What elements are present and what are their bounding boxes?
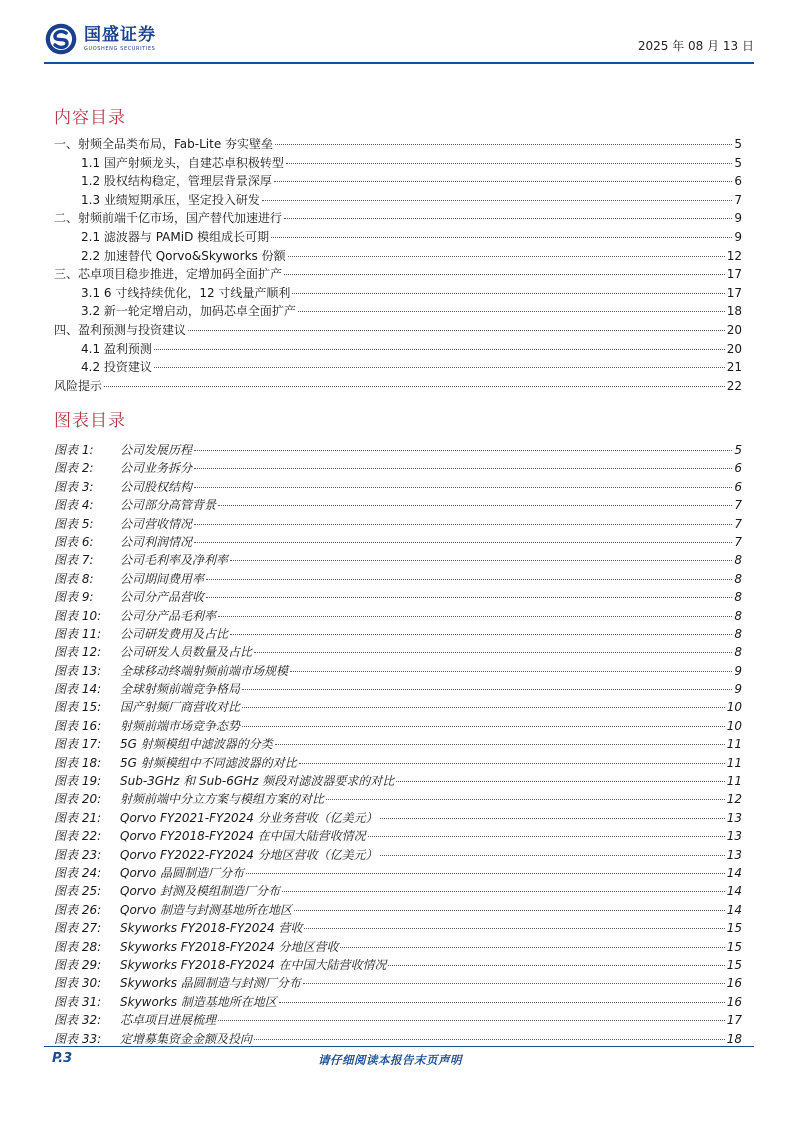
- dot-leader: [104, 386, 725, 387]
- dot-leader: [326, 799, 725, 800]
- figure-entry[interactable]: [54, 570, 742, 588]
- toc-entry[interactable]: [54, 302, 742, 321]
- dot-leader: [262, 200, 732, 201]
- dot-leader: [254, 652, 732, 653]
- toc-entry-page: 6: [734, 174, 742, 189]
- figure-entry-label: 图表 30:: [54, 976, 102, 991]
- dot-leader: [188, 330, 725, 331]
- figure-entry-text: Skyworks FY2018-FY2024 营收: [120, 921, 303, 936]
- toc-entry-page: 20: [726, 341, 742, 356]
- figure-entry-label: 图表 9:: [54, 590, 94, 605]
- figure-entry[interactable]: [54, 1011, 742, 1029]
- toc-entry-text: 3.1 6 寸线持续优化，12 寸线量产顺利: [81, 285, 291, 300]
- figure-entry[interactable]: [54, 533, 742, 551]
- figure-entry-label: 图表 33:: [54, 1031, 102, 1046]
- figure-entry-label: 图表 31:: [54, 994, 102, 1009]
- figure-entry-text: Skyworks FY2018-FY2024 分地区营收: [120, 939, 339, 954]
- figure-entry[interactable]: [54, 882, 742, 900]
- dot-leader: [242, 707, 725, 708]
- dot-leader: [246, 873, 725, 874]
- figure-entry[interactable]: [54, 607, 742, 625]
- figure-entry-text: 公司分产品毛利率: [120, 608, 217, 623]
- toc-entry[interactable]: [54, 154, 742, 173]
- figure-entry-page: 16: [726, 994, 742, 1009]
- figure-entry-text: 5G 射频模组中不同滤波器的对比: [120, 755, 297, 770]
- figure-entry-label: 图表 28:: [54, 939, 102, 954]
- toc-entry[interactable]: [54, 340, 742, 359]
- dot-leader: [275, 744, 725, 745]
- figure-entry-text: 射频前端中分立方案与模组方案的对比: [120, 792, 325, 807]
- toc-entry-page: 20: [726, 322, 742, 337]
- figure-entry-text: Skyworks 制造基地所在地区: [120, 994, 277, 1009]
- brand-name: 国盛证券: [84, 25, 156, 45]
- dot-leader: [284, 274, 725, 275]
- figure-entry-page: 5: [734, 443, 742, 457]
- figure-list: [54, 441, 742, 1048]
- figure-entry[interactable]: [54, 478, 742, 496]
- toc-entry-page: 9: [734, 229, 742, 244]
- toc-entry[interactable]: [54, 265, 742, 284]
- figure-entry-page: 11: [726, 737, 742, 752]
- dot-leader: [284, 218, 732, 219]
- figure-entry-label: 图表 20:: [54, 792, 102, 807]
- figure-entry-label: 图表 2:: [54, 461, 94, 476]
- figure-entry-text: Qorvo 制造与封测基地所在地区: [120, 902, 292, 917]
- table-of-contents: [54, 135, 742, 395]
- toc-entry-text: 四、盈利预测与投资建议: [54, 322, 187, 337]
- figure-entry-label: 图表 25:: [54, 884, 102, 899]
- figure-entry-page: 12: [726, 792, 742, 807]
- toc-entry[interactable]: [54, 377, 742, 396]
- figure-entry-label: 图表 29:: [54, 957, 102, 972]
- toc-entry-page: 5: [734, 137, 742, 151]
- figure-entry-page: 15: [726, 957, 742, 972]
- toc-entry-text: 一、射频全品类布局，Fab-Lite 夯实壁垒: [54, 137, 274, 151]
- figure-entry-label: 图表 21:: [54, 810, 102, 825]
- figure-entry-page: 8: [734, 553, 742, 568]
- page-header: [44, 20, 754, 64]
- figure-list-title: 图表目录: [54, 411, 126, 431]
- figure-entry-page: 9: [734, 682, 742, 697]
- toc-entry-page: 18: [726, 304, 742, 319]
- figure-entry-text: Sub-3GHz 和 Sub-6GHz 频段对滤波器要求的对比: [120, 774, 395, 789]
- figure-entry[interactable]: [54, 974, 742, 992]
- figure-entry[interactable]: [54, 901, 742, 919]
- figure-entry-page: 14: [726, 884, 742, 899]
- figure-entry[interactable]: [54, 993, 742, 1011]
- figure-entry-text: 公司研发费用及占比: [120, 626, 229, 641]
- figure-entry-label: 图表 11:: [54, 626, 102, 641]
- figure-entry-label: 图表 6:: [54, 534, 94, 549]
- figure-entry-label: 图表 16:: [54, 718, 102, 733]
- figure-entry-page: 7: [734, 534, 742, 549]
- toc-entry-page: 21: [726, 360, 742, 375]
- figure-entry[interactable]: [54, 754, 742, 772]
- toc-entry-text: 1.1 国产射频龙头，自建芯卓积极转型: [81, 155, 284, 170]
- toc-entry-text: 风险提示: [54, 378, 103, 393]
- dot-leader: [154, 349, 725, 350]
- figure-entry[interactable]: [54, 441, 742, 459]
- dot-leader: [206, 597, 732, 598]
- figure-entry-page: 14: [726, 902, 742, 917]
- figure-entry-page: 10: [726, 718, 742, 733]
- figure-entry-text: 公司期间费用率: [120, 571, 205, 586]
- figure-entry-page: 11: [726, 755, 742, 770]
- dot-leader: [274, 181, 732, 182]
- figure-entry-page: 15: [726, 921, 742, 936]
- dot-leader: [218, 1020, 725, 1021]
- figure-entry-text: Skyworks 晶圆制造与封测厂分布: [120, 976, 301, 991]
- page-number: P.3: [52, 1051, 73, 1066]
- toc-entry[interactable]: [54, 172, 742, 191]
- toc-entry[interactable]: [54, 135, 742, 154]
- figure-entry-label: 图表 5:: [54, 516, 94, 531]
- dot-leader: [194, 468, 732, 469]
- figure-entry-label: 图表 3:: [54, 479, 94, 494]
- dot-leader: [194, 524, 732, 525]
- figure-entry-text: 芯卓项目进展梳理: [120, 1013, 217, 1028]
- dot-leader: [230, 560, 732, 561]
- dot-leader: [380, 818, 725, 819]
- dot-leader: [194, 450, 732, 451]
- dot-leader: [299, 763, 725, 764]
- figure-entry-text: Qorvo 封测及模组制造厂分布: [120, 884, 280, 899]
- figure-entry-page: 8: [734, 571, 742, 586]
- figure-entry-label: 图表 13:: [54, 663, 102, 678]
- figure-entry-label: 图表 7:: [54, 553, 94, 568]
- figure-entry[interactable]: [54, 551, 742, 569]
- toc-entry-page: 7: [734, 192, 742, 207]
- figure-entry-page: 13: [726, 847, 742, 862]
- brand-name-en: GUOSHENG SECURITIES: [84, 46, 156, 52]
- toc-entry[interactable]: [54, 358, 742, 377]
- toc-entry-text: 二、射频前端千亿市场，国产替代加速进行: [54, 211, 283, 226]
- figure-entry-page: 7: [734, 498, 742, 513]
- footer-divider: [44, 1046, 754, 1047]
- figure-entry-text: 公司营收情况: [120, 516, 193, 531]
- figure-entry-text: Qorvo FY2018-FY2024 在中国大陆营收情况: [120, 829, 366, 844]
- figure-entry-label: 图表 15:: [54, 700, 102, 715]
- dot-leader: [388, 965, 724, 966]
- dot-leader: [218, 616, 732, 617]
- figure-entry[interactable]: [54, 772, 742, 790]
- guosheng-logo-icon: [44, 22, 78, 56]
- dot-leader: [282, 891, 725, 892]
- figure-entry-text: 公司利润情况: [120, 534, 193, 549]
- dot-leader: [206, 579, 732, 580]
- figure-entry[interactable]: [54, 698, 742, 716]
- figure-entry-page: 13: [726, 810, 742, 825]
- toc-title: 内容目录: [54, 108, 126, 128]
- figure-entry-label: 图表 8:: [54, 571, 94, 586]
- dot-leader: [294, 910, 725, 911]
- figure-entry-page: 11: [726, 774, 742, 789]
- figure-entry-label: 图表 14:: [54, 682, 102, 697]
- figure-entry-label: 图表 10:: [54, 608, 102, 623]
- toc-entry-text: 3.2 新一轮定增启动，加码芯卓全面扩产: [81, 304, 296, 319]
- dot-leader: [340, 947, 724, 948]
- toc-entry-page: 12: [726, 248, 742, 263]
- report-date: 2025 年 08 月 13 日: [637, 39, 754, 53]
- figure-entry-page: 16: [726, 976, 742, 991]
- dot-leader: [254, 1039, 725, 1040]
- figure-entry-text: 公司分产品营收: [120, 590, 205, 605]
- toc-entry-page: 5: [734, 155, 742, 170]
- figure-entry-page: 8: [734, 590, 742, 605]
- figure-entry-text: Qorvo FY2021-FY2024 分业务营收（亿美元）: [120, 810, 378, 825]
- figure-entry-text: 公司业务拆分: [120, 461, 193, 476]
- figure-entry-label: 图表 27:: [54, 921, 102, 936]
- figure-entry-page: 13: [726, 829, 742, 844]
- toc-entry[interactable]: [54, 247, 742, 266]
- dot-leader: [286, 163, 732, 164]
- figure-entry-page: 10: [726, 700, 742, 715]
- figure-entry-text: 国产射频厂商营收对比: [120, 700, 241, 715]
- toc-entry[interactable]: [54, 321, 742, 340]
- figure-entry-text: 射频前端市场竞争态势: [120, 718, 241, 733]
- figure-entry-page: 7: [734, 516, 742, 531]
- figure-entry[interactable]: [54, 625, 742, 643]
- toc-entry[interactable]: [54, 191, 742, 210]
- toc-entry-text: 三、芯卓项目稳步推进，定增加码全面扩产: [54, 267, 283, 282]
- figure-entry-page: 18: [726, 1031, 742, 1046]
- figure-entry-page: 6: [734, 461, 742, 476]
- figure-entry-text: 公司研发人员数量及占比: [120, 645, 253, 660]
- figure-entry[interactable]: [54, 515, 742, 533]
- figure-entry-text: 全球移动终端射频前端市场规模: [120, 663, 289, 678]
- dot-leader: [298, 311, 725, 312]
- figure-entry-label: 图表 32:: [54, 1013, 102, 1028]
- dot-leader: [292, 293, 724, 294]
- figure-entry[interactable]: [54, 938, 742, 956]
- figure-entry-text: 公司部分高管背景: [120, 498, 217, 513]
- dot-leader: [230, 634, 732, 635]
- figure-entry[interactable]: [54, 846, 742, 864]
- toc-entry[interactable]: [54, 228, 742, 247]
- figure-entry[interactable]: [54, 790, 742, 808]
- toc-entry-page: 17: [726, 285, 742, 300]
- figure-entry-label: 图表 22:: [54, 829, 102, 844]
- dot-leader: [275, 144, 732, 145]
- figure-entry-text: 全球射频前端竞争格局: [120, 682, 241, 697]
- figure-entry-text: Qorvo 晶圆制造厂分布: [120, 865, 244, 880]
- figure-entry-label: 图表 17:: [54, 737, 102, 752]
- figure-entry[interactable]: [54, 735, 742, 753]
- toc-entry-page: 17: [726, 267, 742, 282]
- toc-entry-text: 1.2 股权结构稳定，管理层背景深厚: [81, 174, 272, 189]
- figure-entry-text: 定增募集资金金额及投向: [120, 1031, 253, 1046]
- toc-entry-text: 2.2 加速替代 Qorvo&Skyworks 份额: [81, 248, 286, 263]
- dot-leader: [218, 505, 732, 506]
- figure-entry-label: 图表 1:: [54, 443, 94, 457]
- figure-entry[interactable]: [54, 680, 742, 698]
- figure-entry-label: 图表 26:: [54, 902, 102, 917]
- dot-leader: [242, 689, 732, 690]
- figure-entry-page: 14: [726, 865, 742, 880]
- figure-entry-text: 公司毛利率及净利率: [120, 553, 229, 568]
- figure-entry-text: Qorvo FY2022-FY2024 分地区营收（亿美元）: [120, 847, 378, 862]
- figure-entry-text: 公司发展历程: [120, 443, 193, 457]
- figure-entry[interactable]: [54, 459, 742, 477]
- toc-entry-text: 2.1 滤波器与 PAMiD 模组成长可期: [81, 229, 270, 244]
- dot-leader: [194, 542, 732, 543]
- figure-entry[interactable]: [54, 864, 742, 882]
- dot-leader: [290, 671, 732, 672]
- figure-entry-label: 图表 18:: [54, 755, 102, 770]
- toc-entry-page: 9: [734, 211, 742, 226]
- figure-entry-page: 8: [734, 626, 742, 641]
- figure-entry-label: 图表 19:: [54, 774, 102, 789]
- toc-entry[interactable]: [54, 209, 742, 228]
- figure-entry[interactable]: [54, 588, 742, 606]
- figure-entry-page: 8: [734, 608, 742, 623]
- dot-leader: [396, 781, 724, 782]
- figure-entry-text: 5G 射频模组中滤波器的分类: [120, 737, 273, 752]
- figure-entry[interactable]: [54, 643, 742, 661]
- figure-entry-text: Skyworks FY2018-FY2024 在中国大陆营收情况: [120, 957, 387, 972]
- dot-leader: [380, 855, 725, 856]
- figure-entry-page: 17: [726, 1013, 742, 1028]
- dot-leader: [194, 487, 732, 488]
- toc-entry-text: 1.3 业绩短期承压，坚定投入研发: [81, 192, 260, 207]
- figure-entry-page: 9: [734, 663, 742, 678]
- dot-leader: [271, 237, 732, 238]
- disclaimer-note: 请仔细阅读本报告末页声明: [318, 1053, 462, 1067]
- figure-entry[interactable]: [54, 956, 742, 974]
- figure-entry-text: 公司股权结构: [120, 479, 193, 494]
- toc-entry-page: 22: [726, 378, 742, 393]
- toc-entry-text: 4.2 投资建议: [81, 360, 152, 375]
- figure-entry[interactable]: [54, 717, 742, 735]
- figure-entry-page: 8: [734, 645, 742, 660]
- figure-entry-page: 15: [726, 939, 742, 954]
- dot-leader: [304, 928, 724, 929]
- figure-entry[interactable]: [54, 827, 742, 845]
- dot-leader: [279, 1002, 725, 1003]
- company-logo: [44, 22, 156, 56]
- figure-entry-label: 图表 12:: [54, 645, 102, 660]
- dot-leader: [288, 256, 725, 257]
- dot-leader: [154, 367, 725, 368]
- figure-entry[interactable]: [54, 919, 742, 937]
- figure-entry[interactable]: [54, 809, 742, 827]
- toc-entry[interactable]: [54, 284, 742, 303]
- figure-entry[interactable]: [54, 496, 742, 514]
- figure-entry-page: 6: [734, 479, 742, 494]
- figure-entry-label: 图表 24:: [54, 865, 102, 880]
- toc-entry-text: 4.1 盈利预测: [81, 341, 152, 356]
- figure-entry[interactable]: [54, 662, 742, 680]
- dot-leader: [303, 983, 725, 984]
- dot-leader: [242, 726, 725, 727]
- figure-entry-label: 图表 23:: [54, 847, 102, 862]
- dot-leader: [368, 836, 725, 837]
- header-divider: [44, 62, 754, 64]
- figure-entry-label: 图表 4:: [54, 498, 94, 513]
